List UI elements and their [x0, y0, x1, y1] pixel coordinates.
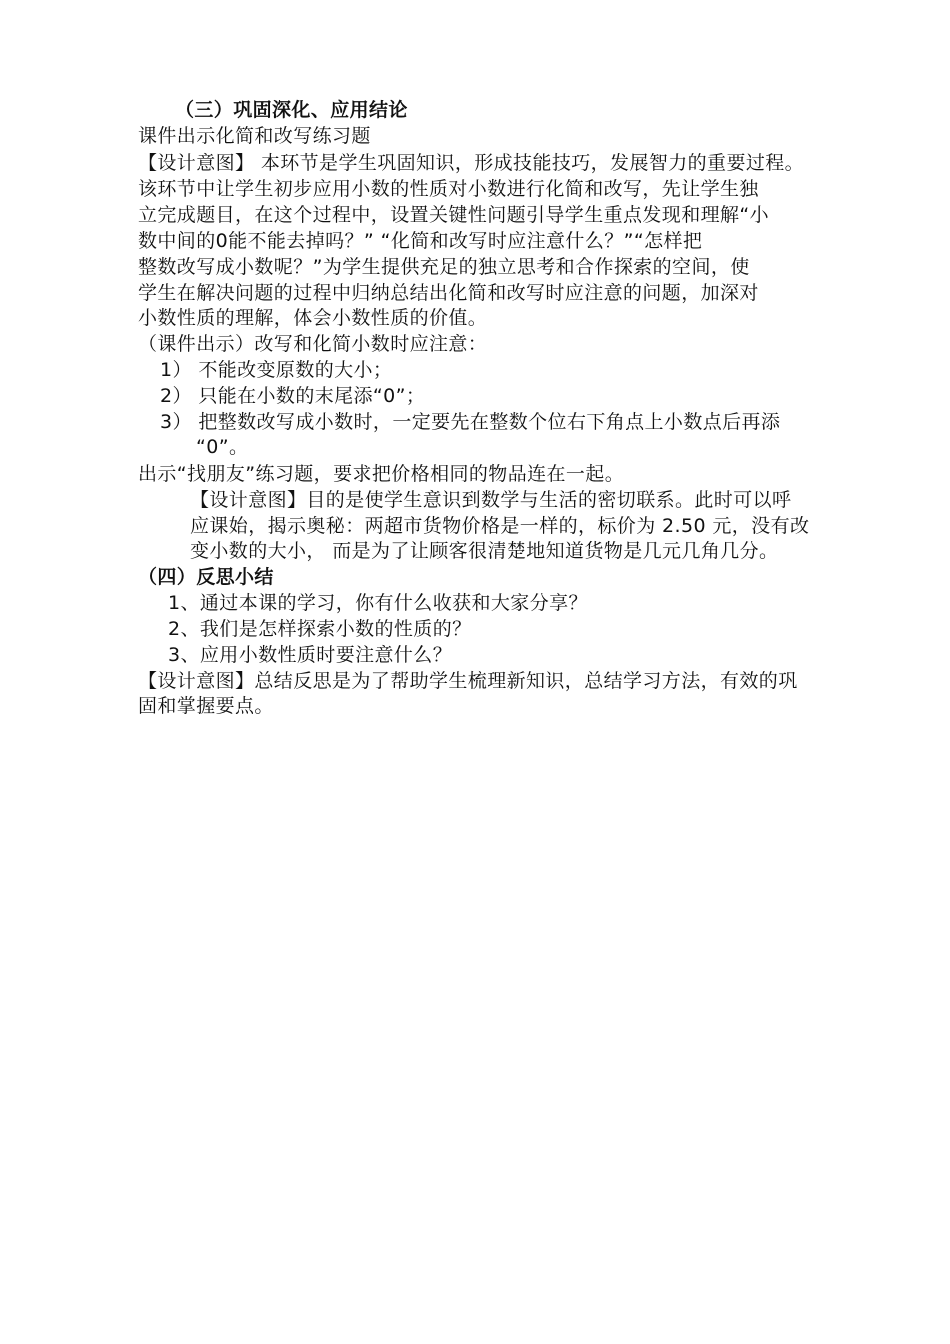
note-item-1: 1） 不能改变原数的大小；: [160, 359, 393, 381]
friend-exercise: 出示“找朋友”练习题，要求把价格相同的物品连在一起。: [138, 463, 625, 485]
section-3-heading: （三）巩固深化、应用结论: [175, 99, 408, 121]
section-4-heading: （四）反思小结: [138, 566, 274, 588]
design-intent-line: 该环节中让学生初步应用小数的性质对小数进行化简和改写，先让学生独: [138, 178, 759, 200]
design-intent-line: 整数改写成小数呢？”为学生提供充足的独立思考和合作探索的空间，使: [138, 256, 750, 278]
section-3-intro: 课件出示化简和改写练习题: [138, 125, 371, 147]
reflection-question-2: 2、我们是怎样探索小数的性质的？: [168, 618, 472, 640]
design-intent-3-line: 固和掌握要点。: [138, 695, 274, 717]
courseware-note: （课件出示）改写和化简小数时应注意：: [138, 333, 488, 355]
design-intent-line: 立完成题目，在这个过程中，设置关键性问题引导学生重点发现和理解“小: [138, 204, 770, 226]
design-intent-2-line: 【设计意图】目的是使学生意识到数学与生活的密切联系。此时可以呼: [190, 489, 792, 511]
design-intent-line: 数中间的0能不能去掉吗？” “化简和改写时应注意什么？”“怎样把: [138, 230, 703, 252]
design-intent-3-line: 【设计意图】总结反思是为了帮助学生梳理新知识，总结学习方法，有效的巩: [138, 670, 798, 692]
design-intent-2-line: 应课始，揭示奥秘：两超市货物价格是一样的，标价为 2.50 元，没有改: [190, 515, 810, 537]
note-item-2: 2） 只能在小数的末尾添“0”；: [160, 385, 426, 407]
note-item-3: 3） 把整数改写成小数时，一定要先在整数个位右下角点上小数点后再添: [160, 411, 781, 433]
design-intent-line: 小数性质的理解，体会小数性质的价值。: [138, 307, 488, 329]
note-item-3-continuation: “0”。: [196, 436, 249, 458]
reflection-question-3: 3、应用小数性质时要注意什么？: [168, 644, 453, 666]
reflection-question-1: 1、通过本课的学习，你有什么收获和大家分享？: [168, 592, 588, 614]
design-intent-2-line: 变小数的大小， 而是为了让顾客很清楚地知道货物是几元几角几分。: [190, 540, 779, 562]
design-intent-line: 【设计意图】 本环节是学生巩固知识，形成技能技巧，发展智力的重要过程。: [138, 152, 805, 174]
design-intent-line: 学生在解决问题的过程中归纳总结出化简和改写时应注意的问题，加深对: [138, 282, 759, 304]
